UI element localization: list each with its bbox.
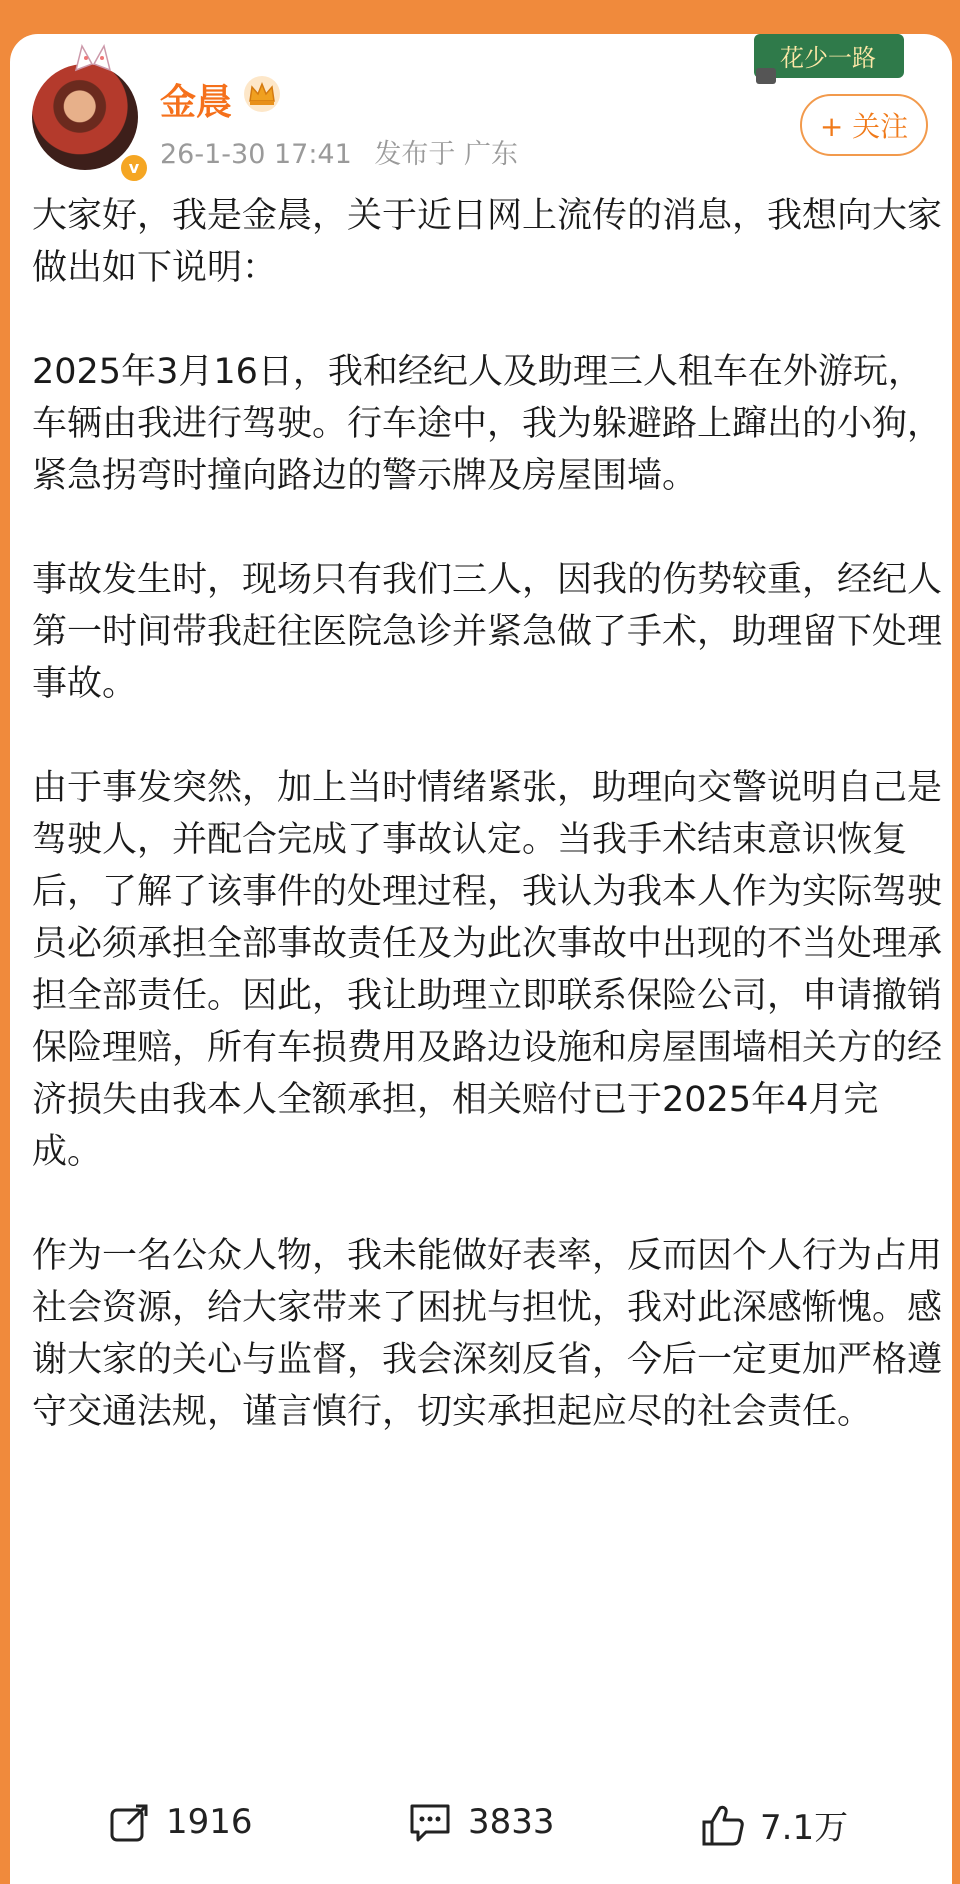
author-avatar[interactable] [32, 64, 138, 170]
comment-icon [406, 1800, 454, 1844]
post-paragraph: 作为一名公众人物，我未能做好表率，反而因个人行为占用社会资源，给大家带来了困扰与担忧，我对此深感惭愧。感谢大家的关心与监督，我会深刻反省，今后一定更加严格遵守交通法规，谨言慎行，切实承担起应尽的社会责任。 [32, 1236, 943, 1432]
post-paragraph: 由于事发突然，加上当时情绪紧张，助理向交警说明自己是驾驶人，并配合完成了事故认定。当我手术结束意识恢复后，了解了该事件的处理过程，我认为我本人作为实际驾驶员必须承担全部事故责任及为此次事故中出现的不当处理承担全部责任。因此，我让助理立即联系保险公司，申请撤销保险理赔，所有车损费用及路边设施和房屋围墙相关方的经济损失由我本人全额承担，相关赔付已于2025年4月完成。 [32, 768, 943, 1172]
post-meta [160, 132, 532, 171]
like-count: 7.1万 [760, 1808, 849, 1848]
author-name[interactable]: 金晨 [160, 82, 233, 123]
weibo-post-card [10, 34, 952, 1884]
repost-count: 1916 [166, 1802, 253, 1842]
repost-button[interactable] [108, 1800, 253, 1844]
like-icon [700, 1802, 746, 1848]
post-location: 发布于 广东 [374, 139, 518, 170]
post-paragraph: 2025年3月16日，我和经纪人及助理三人租车在外游玩，车辆由我进行驾驶。行车途中，我为躲避路上蹿出的小狗，紧急拐弯时撞向路边的警示牌及房屋围墙。 [32, 352, 943, 496]
sticker-text: 花少一路 [780, 44, 876, 72]
post-paragraph: 大家好，我是金晨，关于近日网上流传的消息，我想向大家做出如下说明： [32, 196, 943, 288]
sticker-decoration-icon [752, 34, 912, 86]
action-bar [10, 1774, 952, 1874]
repost-icon [108, 1800, 152, 1844]
cat-ears-decoration-icon [68, 42, 118, 72]
post-header [10, 34, 952, 184]
verified-icon: v [118, 152, 150, 184]
like-button[interactable] [700, 1800, 848, 1849]
crown-icon [242, 74, 282, 114]
follow-button[interactable]: + 关注 [800, 94, 928, 156]
comment-count: 3833 [468, 1802, 555, 1842]
post-paragraph: 事故发生时，现场只有我们三人，因我的伤势较重，经纪人第一时间带我赶往医院急诊并紧急做了手术，助理留下处理事故。 [32, 560, 943, 704]
comment-button[interactable] [406, 1800, 555, 1844]
post-date: 26-1-30 17:41 [160, 139, 352, 170]
post-body [32, 190, 942, 1490]
